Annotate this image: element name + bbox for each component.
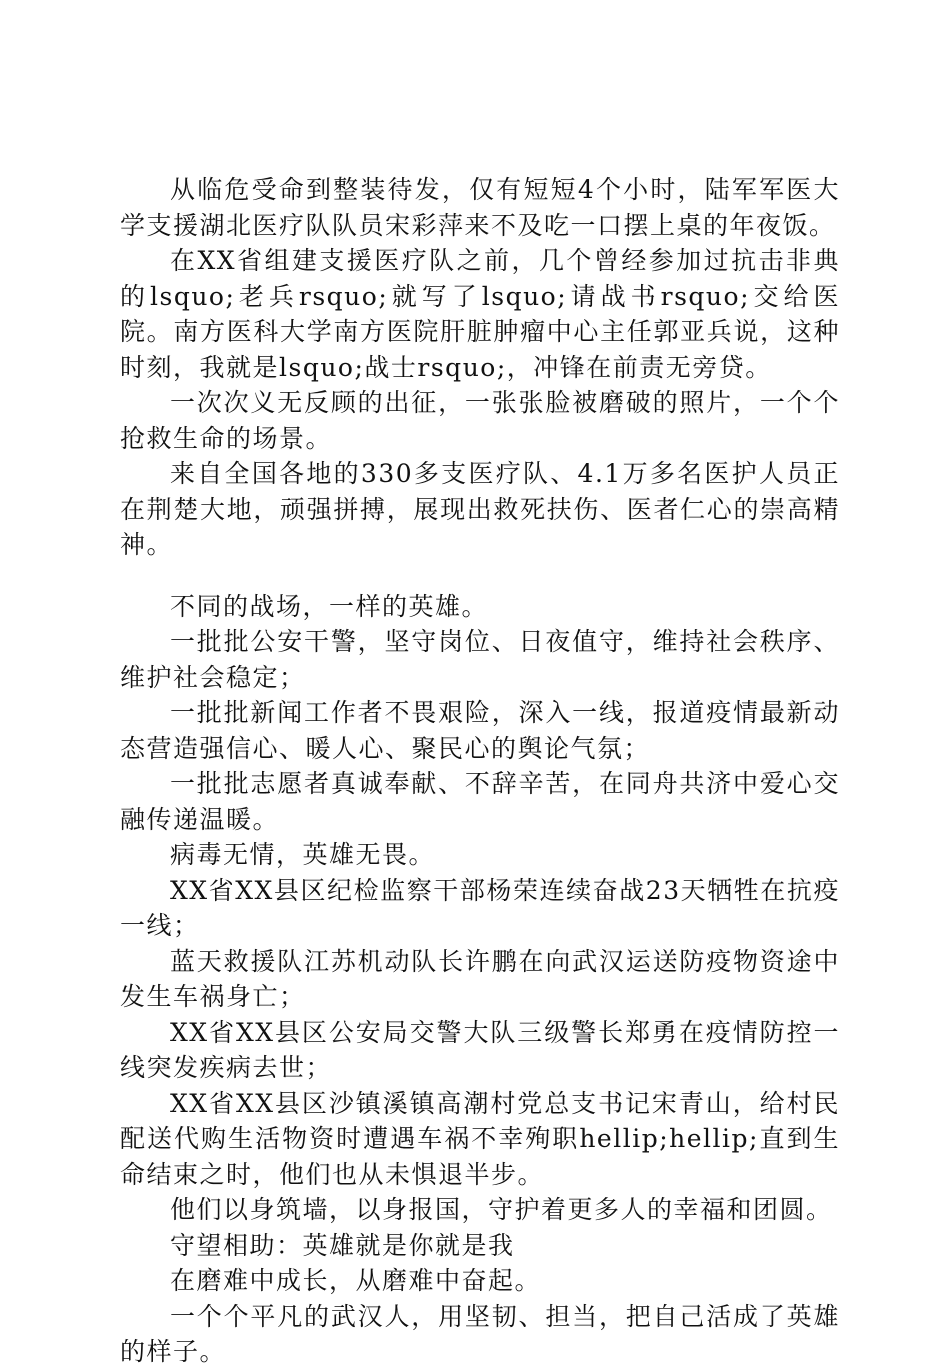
paragraph: 从临危受命到整装待发，仅有短短4个小时，陆军军医大学支援湖北医疗队队员宋彩萍来不及吃一口摆上桌的年夜饭。 xyxy=(120,175,840,240)
paragraph: 在XX省组建支援医疗队之前，几个曾经参加过抗击非典的lsquo;老兵rsquo;就写了lsquo;请战书rsquo;交给医院。南方医科大学南方医院肝脏肿瘤中心主任郭亚兵说，这种时刻，我就是lsquo;战士rsquo;，冲锋在前责无旁贷。 xyxy=(120,246,840,382)
paragraph: 蓝天救援队江苏机动队长许鹏在向武汉运送防疫物资途中发生车祸身亡； xyxy=(120,946,840,1011)
paragraph: XX省XX县区纪检监察干部杨荣连续奋战23天牺牲在抗疫一线； xyxy=(120,875,840,940)
paragraph: 他们以身筑墙，以身报国，守护着更多人的幸福和团圆。 xyxy=(170,1195,833,1224)
paragraph: XX省XX县区公安局交警大队三级警长郑勇在疫情防控一线突发疾病去世； xyxy=(120,1017,840,1082)
paragraph: XX省XX县区沙镇溪镇高潮村党总支书记宋青山，给村民配送代购生活物资时遭遇车祸不幸殉职hellip;hellip;直到生命结束之时，他们也从未惧退半步。 xyxy=(120,1088,840,1189)
document-body xyxy=(120,172,840,1370)
paragraph: 来自全国各地的330多支医疗队、4.1万多名医护人员正在荆楚大地，顽强拼搏，展现出救死扶伤、医者仁心的崇高精神。 xyxy=(120,459,840,559)
paragraph: 一批批志愿者真诚奉献、不辞辛苦，在同舟共济中爱心交融传递温暖。 xyxy=(120,769,840,834)
paragraph: 守望相助：英雄就是你就是我 xyxy=(170,1230,515,1260)
paragraph: 一批批新闻工作者不畏艰险，深入一线，报道疫情最新动态营造强信心、暖人心、聚民心的舆论气氛； xyxy=(120,698,840,763)
paragraph: 一个个平凡的武汉人，用坚韧、担当，把自己活成了英雄的样子。 xyxy=(120,1301,840,1366)
paragraph: 一批批公安干警，坚守岗位、日夜值守，维持社会秩序、维护社会稳定； xyxy=(120,627,840,692)
paragraph: 不同的战场，一样的英雄。 xyxy=(170,591,489,621)
paragraph: 病毒无情，英雄无畏。 xyxy=(170,840,436,869)
paragraph: 一次次义无反顾的出征，一张张脸被磨破的照片，一个个抢救生命的场景。 xyxy=(120,388,840,453)
paragraph: 在磨难中成长，从磨难中奋起。 xyxy=(170,1266,542,1295)
